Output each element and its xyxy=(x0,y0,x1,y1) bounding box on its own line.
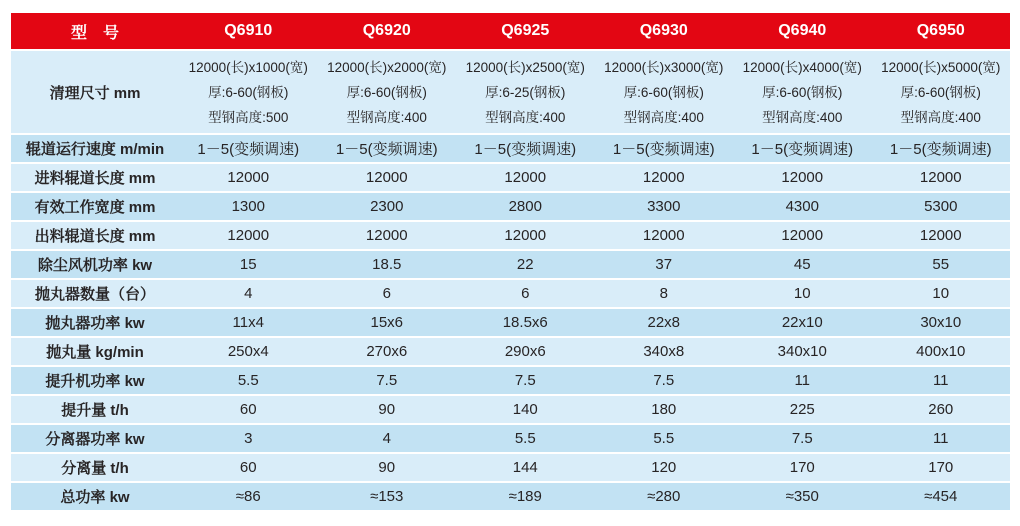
row-label: 抛丸器数量（台） xyxy=(11,279,179,308)
spec-value: 12000 xyxy=(733,163,872,192)
row-label: 辊道运行速度 m/min xyxy=(11,134,179,163)
size-line: 12000(长)x5000(宽) xyxy=(881,59,1001,75)
size-line: 厚:6-60(钢板) xyxy=(346,84,427,100)
spec-table xyxy=(11,13,1010,512)
spec-value: 5.5 xyxy=(179,366,318,395)
table-header-row xyxy=(11,13,1010,50)
table-header xyxy=(11,13,1010,50)
spec-value: 12000 xyxy=(179,163,318,192)
table-row xyxy=(11,250,1010,279)
spec-value: 10 xyxy=(872,279,1011,308)
spec-value xyxy=(179,50,318,134)
spec-value: 37 xyxy=(595,250,734,279)
size-line: 12000(长)x3000(宽) xyxy=(604,59,724,75)
spec-value: 11 xyxy=(733,366,872,395)
spec-value: 1－5(变频调速) xyxy=(179,134,318,163)
spec-value: 22x10 xyxy=(733,308,872,337)
table-row xyxy=(11,163,1010,192)
spec-value: 12000 xyxy=(595,221,734,250)
size-line: 型钢高度:400 xyxy=(485,109,566,125)
spec-value: 340x8 xyxy=(595,337,734,366)
size-line: 厚:6-25(钢板) xyxy=(485,84,566,100)
spec-value: 180 xyxy=(595,395,734,424)
row-label: 分离器功率 kw xyxy=(11,424,179,453)
row-label: 分离量 t/h xyxy=(11,453,179,482)
spec-value: 7.5 xyxy=(318,366,457,395)
spec-value: 1－5(变频调速) xyxy=(456,134,595,163)
spec-value xyxy=(318,50,457,134)
spec-value: 6 xyxy=(318,279,457,308)
size-line: 型钢高度:400 xyxy=(900,109,981,125)
table-row xyxy=(11,395,1010,424)
spec-value: 60 xyxy=(179,453,318,482)
spec-value: 12000 xyxy=(872,163,1011,192)
spec-value: ≈189 xyxy=(456,482,595,511)
spec-value: 11 xyxy=(872,366,1011,395)
table-row xyxy=(11,482,1010,511)
spec-value: 340x10 xyxy=(733,337,872,366)
spec-value: 4300 xyxy=(733,192,872,221)
spec-value xyxy=(456,50,595,134)
size-line: 12000(长)x2500(宽) xyxy=(465,59,585,75)
spec-value xyxy=(733,50,872,134)
size-line: 厚:6-60(钢板) xyxy=(900,84,981,100)
spec-value: 4 xyxy=(179,279,318,308)
spec-value: 4 xyxy=(318,424,457,453)
spec-value: 5.5 xyxy=(595,424,734,453)
spec-value: 90 xyxy=(318,453,457,482)
size-line: 12000(长)x2000(宽) xyxy=(327,59,447,75)
row-label: 进料辊道长度 mm xyxy=(11,163,179,192)
size-line: 厚:6-60(钢板) xyxy=(208,84,289,100)
spec-value: 12000 xyxy=(456,221,595,250)
spec-value: 10 xyxy=(733,279,872,308)
table-row xyxy=(11,308,1010,337)
spec-value: ≈153 xyxy=(318,482,457,511)
table-row xyxy=(11,366,1010,395)
row-label: 抛丸器功率 kw xyxy=(11,308,179,337)
row-label: 有效工作宽度 mm xyxy=(11,192,179,221)
spec-value: 15 xyxy=(179,250,318,279)
size-line: 型钢高度:400 xyxy=(762,109,843,125)
spec-value: ≈86 xyxy=(179,482,318,511)
spec-value: 45 xyxy=(733,250,872,279)
model-header-q6925: Q6925 xyxy=(456,13,595,50)
spec-value: 144 xyxy=(456,453,595,482)
row-label: 除尘风机功率 kw xyxy=(11,250,179,279)
table-row xyxy=(11,221,1010,250)
spec-value: 7.5 xyxy=(733,424,872,453)
spec-value: 11 xyxy=(872,424,1011,453)
model-header-q6940: Q6940 xyxy=(733,13,872,50)
spec-value: 1－5(变频调速) xyxy=(733,134,872,163)
size-line: 12000(长)x4000(宽) xyxy=(742,59,862,75)
model-header-q6930: Q6930 xyxy=(595,13,734,50)
size-line: 型钢高度:500 xyxy=(208,109,289,125)
model-column-corner-label: 型 号 xyxy=(11,13,179,50)
spec-value: 3300 xyxy=(595,192,734,221)
table-row xyxy=(11,50,1010,134)
spec-value: 2300 xyxy=(318,192,457,221)
spec-value: 18.5 xyxy=(318,250,457,279)
spec-value xyxy=(595,50,734,134)
spec-value: 400x10 xyxy=(872,337,1011,366)
spec-value: 12000 xyxy=(595,163,734,192)
spec-value: 290x6 xyxy=(456,337,595,366)
spec-value: 140 xyxy=(456,395,595,424)
size-line: 厚:6-60(钢板) xyxy=(623,84,704,100)
table-row xyxy=(11,424,1010,453)
spec-value: 1－5(变频调速) xyxy=(318,134,457,163)
spec-value: 170 xyxy=(733,453,872,482)
spec-value: 250x4 xyxy=(179,337,318,366)
spec-value: 30x10 xyxy=(872,308,1011,337)
spec-value: 5300 xyxy=(872,192,1011,221)
spec-value: 12000 xyxy=(733,221,872,250)
spec-value: 8 xyxy=(595,279,734,308)
spec-value: 11x4 xyxy=(179,308,318,337)
row-label: 出料辊道长度 mm xyxy=(11,221,179,250)
row-label: 抛丸量 kg/min xyxy=(11,337,179,366)
spec-value: ≈454 xyxy=(872,482,1011,511)
spec-value: 15x6 xyxy=(318,308,457,337)
table-row xyxy=(11,337,1010,366)
spec-value: ≈280 xyxy=(595,482,734,511)
spec-value: 5.5 xyxy=(456,424,595,453)
spec-value: 120 xyxy=(595,453,734,482)
spec-value: 1300 xyxy=(179,192,318,221)
spec-value: 7.5 xyxy=(595,366,734,395)
row-label: 提升量 t/h xyxy=(11,395,179,424)
row-label: 总功率 kw xyxy=(11,482,179,511)
table-row xyxy=(11,453,1010,482)
table-row xyxy=(11,279,1010,308)
spec-value: 12000 xyxy=(179,221,318,250)
spec-value: 225 xyxy=(733,395,872,424)
spec-value: 12000 xyxy=(872,221,1011,250)
spec-value: 55 xyxy=(872,250,1011,279)
model-header-q6910: Q6910 xyxy=(179,13,318,50)
size-line: 型钢高度:400 xyxy=(346,109,427,125)
spec-value: 12000 xyxy=(318,221,457,250)
spec-value: 270x6 xyxy=(318,337,457,366)
spec-value: 22 xyxy=(456,250,595,279)
row-label: 清理尺寸 mm xyxy=(11,50,179,134)
table-body xyxy=(11,50,1010,511)
size-line: 型钢高度:400 xyxy=(623,109,704,125)
spec-value: 260 xyxy=(872,395,1011,424)
spec-value: 2800 xyxy=(456,192,595,221)
spec-value: 170 xyxy=(872,453,1011,482)
spec-value: 22x8 xyxy=(595,308,734,337)
model-header-q6950: Q6950 xyxy=(872,13,1011,50)
spec-value: 3 xyxy=(179,424,318,453)
spec-value: 90 xyxy=(318,395,457,424)
spec-value: ≈350 xyxy=(733,482,872,511)
spec-value: 6 xyxy=(456,279,595,308)
spec-value: 60 xyxy=(179,395,318,424)
row-label: 提升机功率 kw xyxy=(11,366,179,395)
table-row xyxy=(11,134,1010,163)
spec-value: 1－5(变频调速) xyxy=(595,134,734,163)
spec-value: 12000 xyxy=(456,163,595,192)
spec-value: 1－5(变频调速) xyxy=(872,134,1011,163)
table-row xyxy=(11,192,1010,221)
size-line: 厚:6-60(钢板) xyxy=(762,84,843,100)
spec-value xyxy=(872,50,1011,134)
spec-value: 18.5x6 xyxy=(456,308,595,337)
model-header-q6920: Q6920 xyxy=(318,13,457,50)
size-line: 12000(长)x1000(宽) xyxy=(188,59,308,75)
spec-value: 12000 xyxy=(318,163,457,192)
spec-value: 7.5 xyxy=(456,366,595,395)
